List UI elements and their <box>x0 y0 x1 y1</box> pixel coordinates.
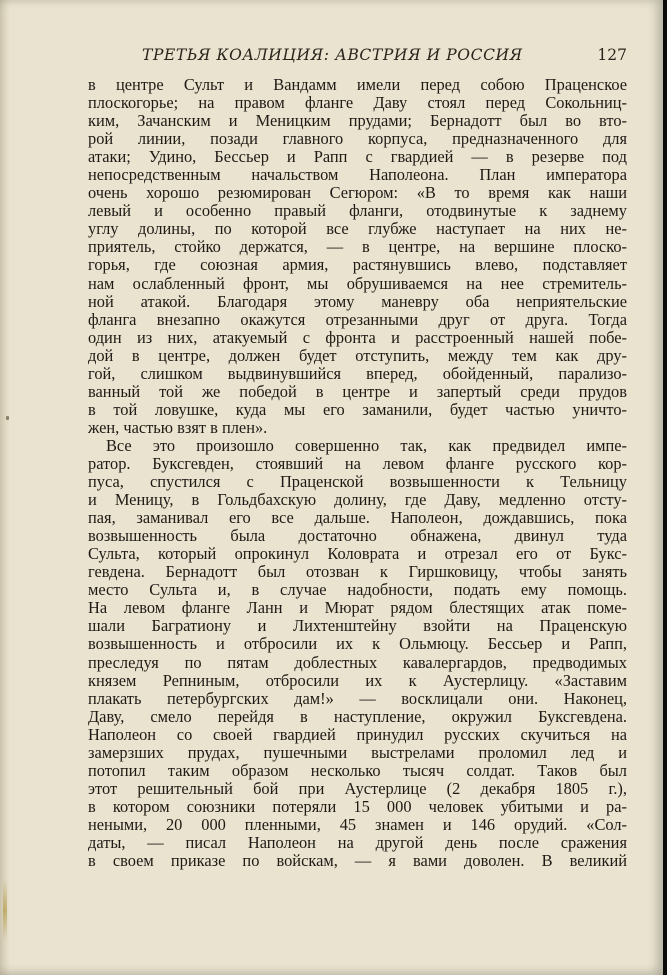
text-line: замерзших прудах, пушечными выстрелами проломил лед и <box>88 742 627 762</box>
running-head-title: ТРЕТЬЯ КОАЛИЦИЯ: АВСТРИЯ И РОССИЯ <box>142 46 523 64</box>
text-line: углу долины, по которой все глубже наступает на них не- <box>88 219 627 239</box>
text-line: ратор. Буксгевден, стоявший на левом фланге русского кор- <box>88 453 627 473</box>
text-line: Наполеон со своей гвардией принудил русских скучиться на <box>88 724 627 744</box>
text-line: фланга внезапно окажутся отрезанными друг от друга. Тогда <box>88 309 627 329</box>
text-line: ной атакой. Благодаря этому маневру оба неприятельские <box>88 291 627 311</box>
margin-mark <box>6 416 9 420</box>
text-line: возвышенность была достаточно обнажена, двинул туда <box>88 526 627 546</box>
text-line: плоскогорье; на правом фланге Даву стоял перед Сокольниц- <box>88 93 627 113</box>
text-line: рой линии, позади главного корпуса, предназначенного для <box>88 129 627 149</box>
text-line: князем Репниным, отбросили их к Аустерлицу. «Заставим <box>88 670 627 690</box>
text-line: этот решительный бой при Аустерлице (2 декабря 1805 г.), <box>88 778 627 798</box>
text-line: непосредственным начальством Наполеона. План императора <box>88 165 627 185</box>
running-head <box>142 46 627 68</box>
text-line: пуса, спустился с Праценской возвышенности к Тельницу <box>88 472 627 492</box>
text-line: приятель, стойко держатся, — в центре, на вершине плоско- <box>88 237 627 257</box>
text-line: Даву, смело перейдя в наступление, окружил Буксгевдена. <box>88 706 627 726</box>
page-edge <box>663 0 667 975</box>
text-line: жен, частью взят в плен». <box>88 417 268 437</box>
text-line: возвышенность и отбросили их к Ольмюцу. Бессьер и Рапп, <box>88 634 627 654</box>
text-line: левый и особенно правый фланги, отодвинутые к заднему <box>88 201 627 221</box>
text-line: горья, где союзная армия, растянувшись влево, подставляет <box>88 255 627 275</box>
text-line: преследуя по пятам доблестных кавалергардов, предводимых <box>88 652 627 672</box>
text-line: Все это произошло совершенно так, как предвидел импе- <box>106 435 627 455</box>
text-line: гой, слишком выдвинувшийся вперед, обойденный, парализо- <box>88 363 627 383</box>
body-text <box>88 76 627 870</box>
page-number: 127 <box>597 46 627 64</box>
text-line: шали Багратиону и Лихтенштейну взойти на Праценскую <box>88 616 627 636</box>
gutter-shadow <box>0 0 10 975</box>
text-line: На левом фланге Ланн и Мюрат рядом блестящих атак поме- <box>88 598 627 618</box>
text-line: в своем приказе по войскам, — я вами доволен. В великий <box>88 851 627 871</box>
spine-stain <box>3 880 7 940</box>
text-line: в той ловушке, куда мы его заманили, будет частью уничто- <box>88 399 627 419</box>
text-line: один из них, атакуемый с фронта и расстроенный нашей побе- <box>88 327 627 347</box>
text-line: ванный той же победой в центре и запертый среди прудов <box>88 381 627 401</box>
text-line: очень хорошо резюмирован Сегюром: «В то время как наши <box>88 183 627 203</box>
text-line: атаки; Удино, Бессьер и Рапп с гвардией — в резерве под <box>88 147 627 167</box>
text-line: нам ослабленный фронт, мы обрушиваемся на нее стремитель- <box>88 273 627 293</box>
text-line: ким, Зачанским и Меницким прудами; Бернадотт был во вто- <box>88 111 627 131</box>
text-line: и Меницу, в Гольдбахскую долину, где Даву, медленно отсту- <box>88 490 627 510</box>
text-line: даты, — писал Наполеон на другой день после сражения <box>88 832 627 852</box>
text-line: Сульта, который опрокинул Коловрата и отрезал его от Букс- <box>88 544 627 564</box>
text-line: в центре Сульт и Вандамм имели перед собою Праценское <box>88 75 627 94</box>
text-line: плакать петербургских дам!» — восклицали они. Наконец, <box>88 688 627 708</box>
text-line: пая, заманивал его все дальше. Наполеон, дождавшись, пока <box>88 508 627 528</box>
text-line: в котором союзники потеряли 15 000 человек убитыми и ра- <box>88 796 627 816</box>
text-line: дой в центре, должен будет отступить, между тем как дру- <box>88 345 627 365</box>
text-line: гевдена. Бернадотт был отозван к Гиршковицу, чтобы занять <box>88 562 627 582</box>
text-line: потопил таким образом несколько тысяч солдат. Таков был <box>88 760 627 780</box>
text-line: место Сульта и, в случае надобности, подать ему помощь. <box>88 580 627 600</box>
text-line: неными, 20 000 пленными, 45 знамен и 146 орудий. «Сол- <box>88 814 627 834</box>
